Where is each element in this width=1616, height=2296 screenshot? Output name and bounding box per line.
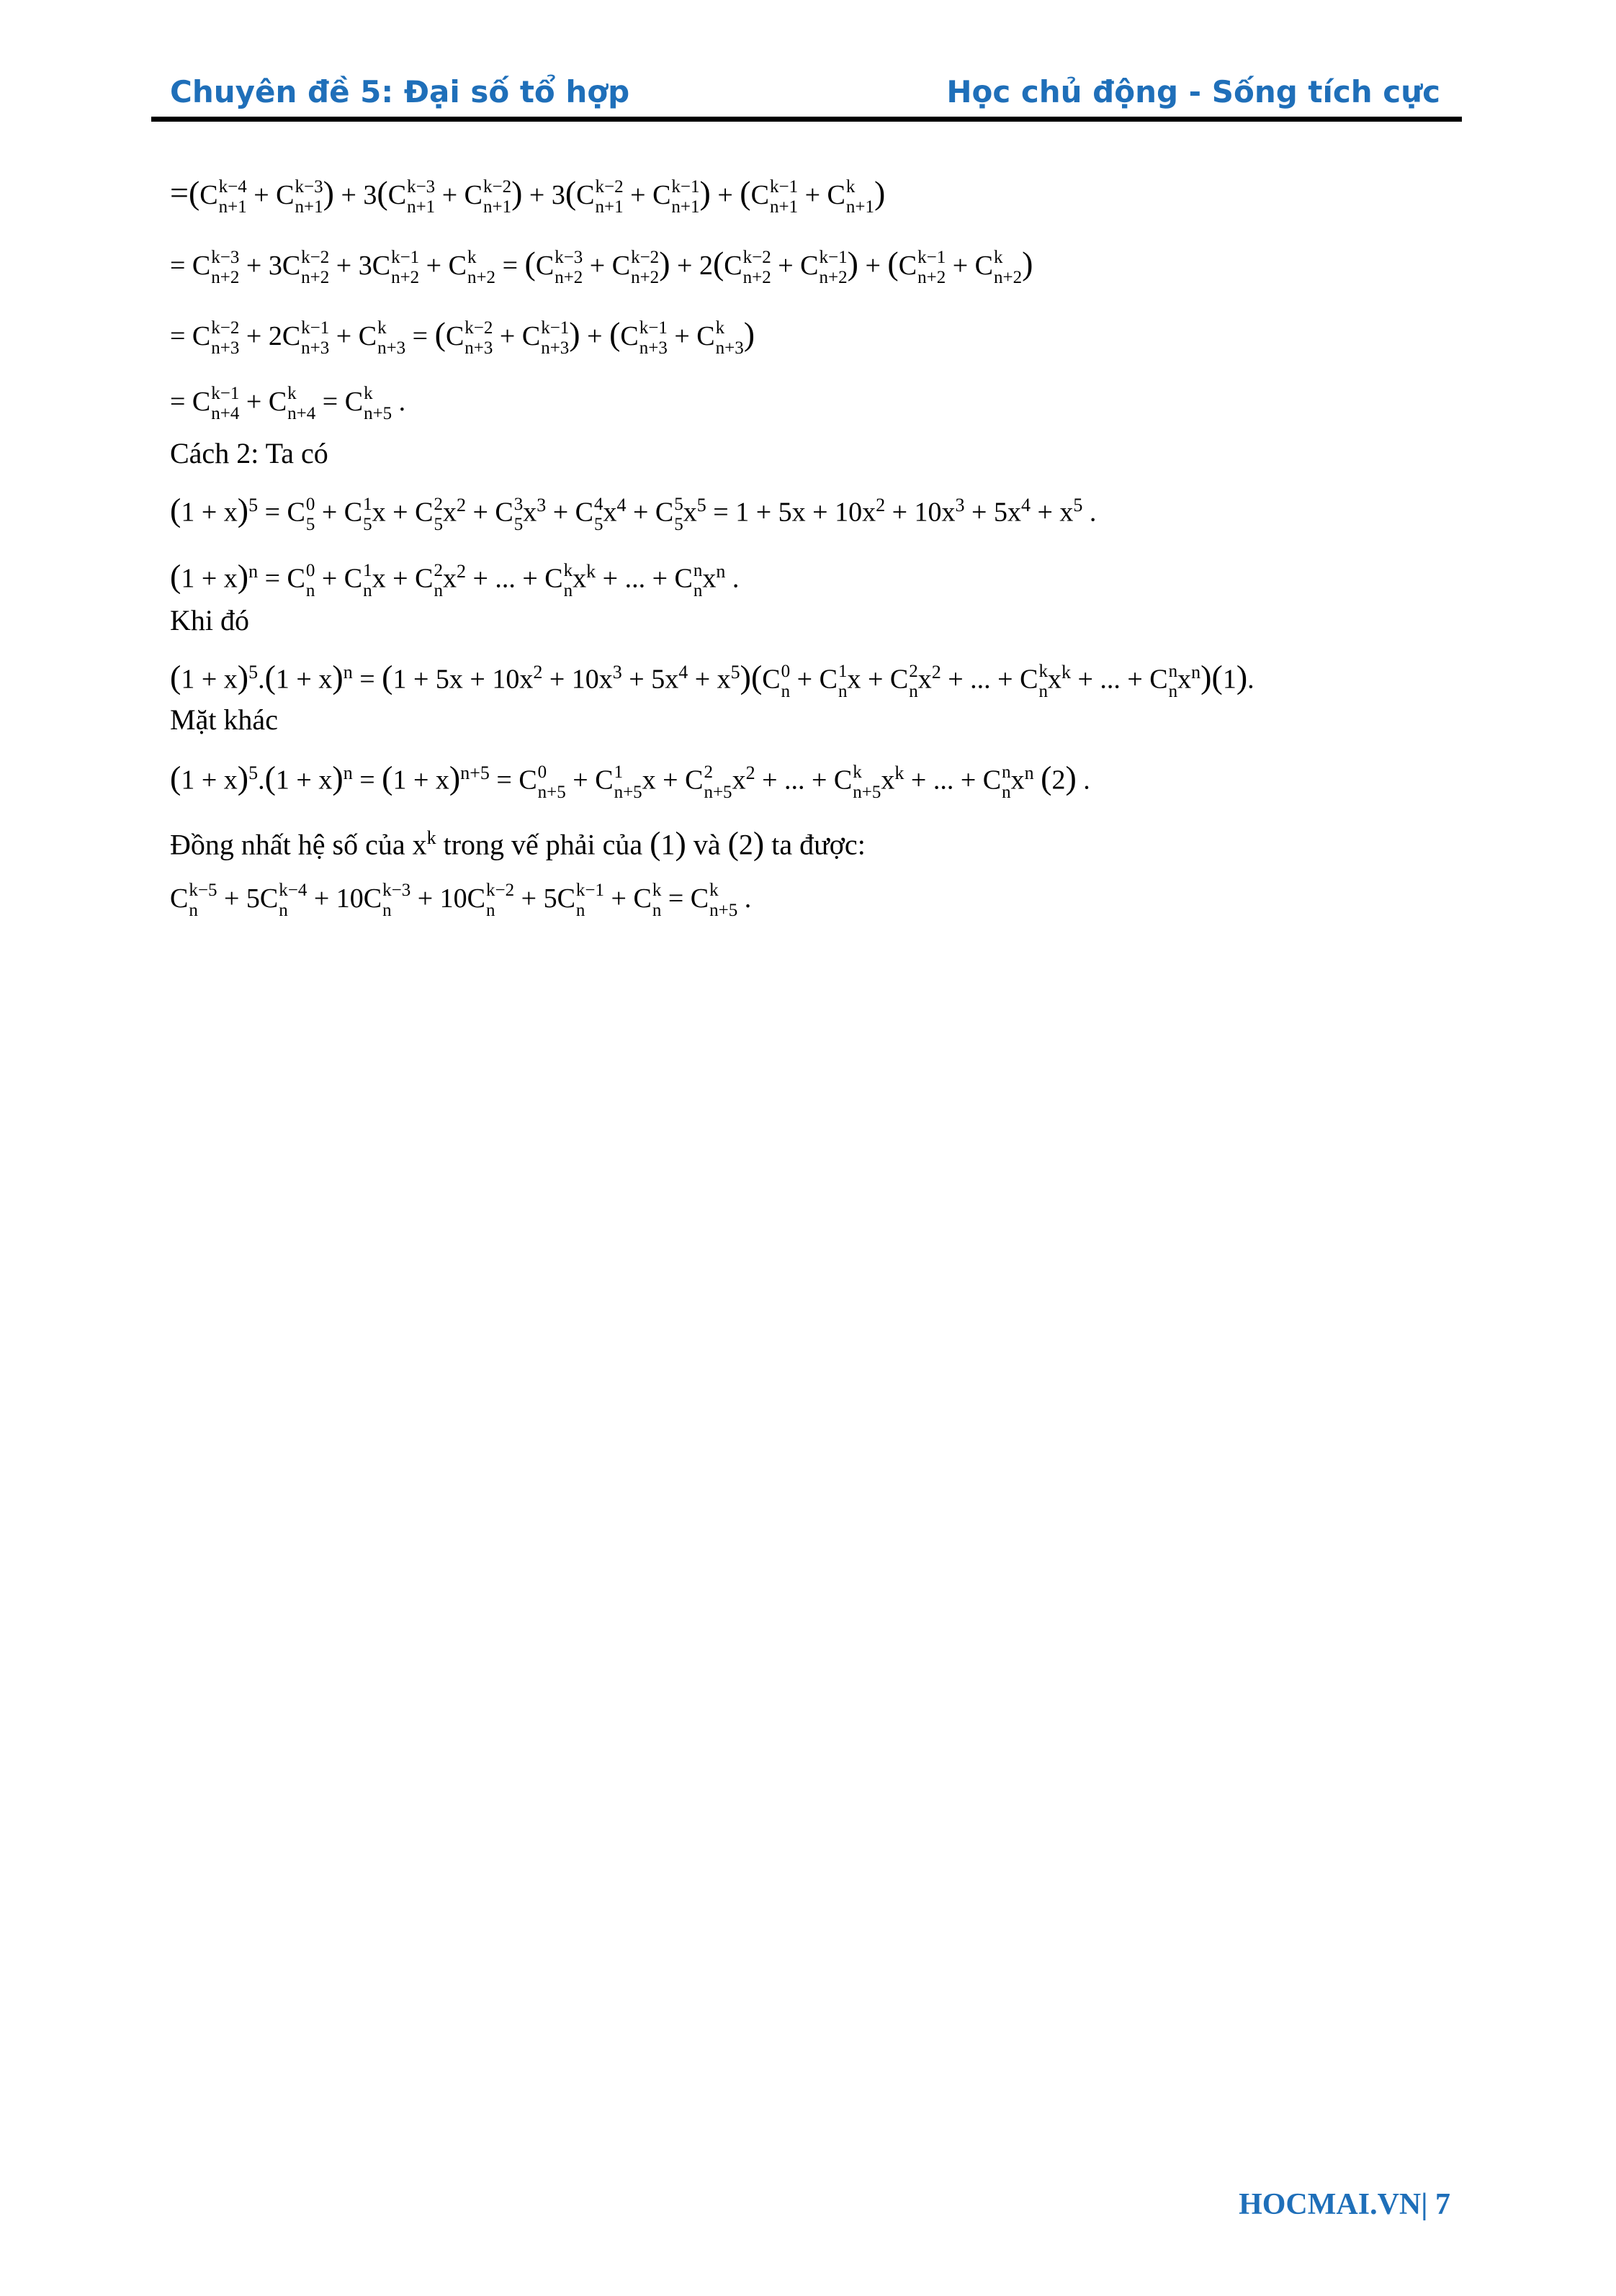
equation-line-1: =(C k−4 n+1 + C k−3 n+1 ) + 3(C k−3 n+1 + C k−2 n+1 ) + 3(C k−2 n+1 + C k−1 n+1 ) + (C k−1 n+1 + C k n+1 ) — [170, 174, 886, 217]
page-number: 7 — [1435, 2188, 1450, 2221]
chapter-title: Chuyên đề 5: Đại số tổ hợp — [170, 74, 630, 109]
header-divider — [151, 117, 1462, 122]
equation-line-2: = C k−3 n+2 + 3C k−2 n+2 + 3C k−1 n+2 + C k n+2 = (C k−3 n+2 + C k−2 n+2 ) + 2(C k−2 n+2 + C k−1 n+2 ) + (C k−1 n+2 + C k n+2 ) — [170, 245, 1033, 288]
equation-line-3: = C k−2 n+3 + 2C k−1 n+3 + C k n+3 = (C k−2 n+3 + C k−1 n+3 ) + (C k−1 n+3 + C k n+3 ) — [170, 315, 755, 359]
identify-coefficients-sentence: Đồng nhất hệ số của $x^k$ trong vế phải của (1) và (2) ta được: — [170, 824, 866, 862]
equation-line-4: = C k−1 n+4 + C k n+4 = C k n+5 . — [170, 384, 406, 424]
then-heading: Khi đó — [170, 604, 249, 636]
page-header — [170, 71, 1440, 120]
method-2-heading: Cách 2: Ta có — [170, 437, 328, 469]
equation-binomial-n: $(1 + x)^n = C$ 0 n + C 1 n x + C 2 n $x^2$ + ... + C k n $x^k$ + ... + C n n $x^n$ . — [170, 557, 740, 600]
identify-text-d: ta được: — [771, 828, 866, 861]
equation-binomial-5: $(1 + x)^5 = C$ 0 5 + C 1 5 x + C 2 5 $x^2 + C$ 3 5 $x^3 + C$ 4 5 $x^4 + C$ 5 5 $x^5 = 1 + 5x + 10x^2 + 10x^3 + 5x^4 + x^5$ . — [170, 491, 1097, 534]
on-the-other-hand-heading: Mặt khác — [170, 703, 278, 736]
equation-product-1: $(1 + x)^5.(1 + x)^n = (1 + 5x + 10x^2 + 10x^3 + 5x^4 + x^5)(C$ 0 n + C 1 n x + C 2 n $x^2$ + ... + C k n $x^k$ + ... + C n n $x^n)(1)$. — [170, 658, 1254, 701]
identify-text-c: và — [693, 828, 721, 861]
identify-text-b: trong vế phải của — [443, 828, 643, 861]
slogan: Học chủ động - Sống tích cực — [946, 74, 1440, 109]
final-identity: C k−5 n + 5C k−4 n + 10C k−3 n + 10C k−2 n + 5C k−1 n + C k n = C k n+5 . — [170, 881, 752, 921]
footer-site: HOCMAI.VN — [1239, 2188, 1422, 2221]
equation-product-2: $(1 + x)^5.(1 + x)^n = (1 + x)^{n+5} = C$ 0 n+5 + C 1 n+5 x + C 2 n+5 $x^2$ + ... + C k n+5 $x^k$ + ... + C n n $x^n$ (2) . — [170, 759, 1090, 802]
page-footer: HOCMAI.VN| 7 — [1239, 2188, 1450, 2221]
identify-text-a: Đồng nhất hệ số của — [170, 828, 405, 861]
